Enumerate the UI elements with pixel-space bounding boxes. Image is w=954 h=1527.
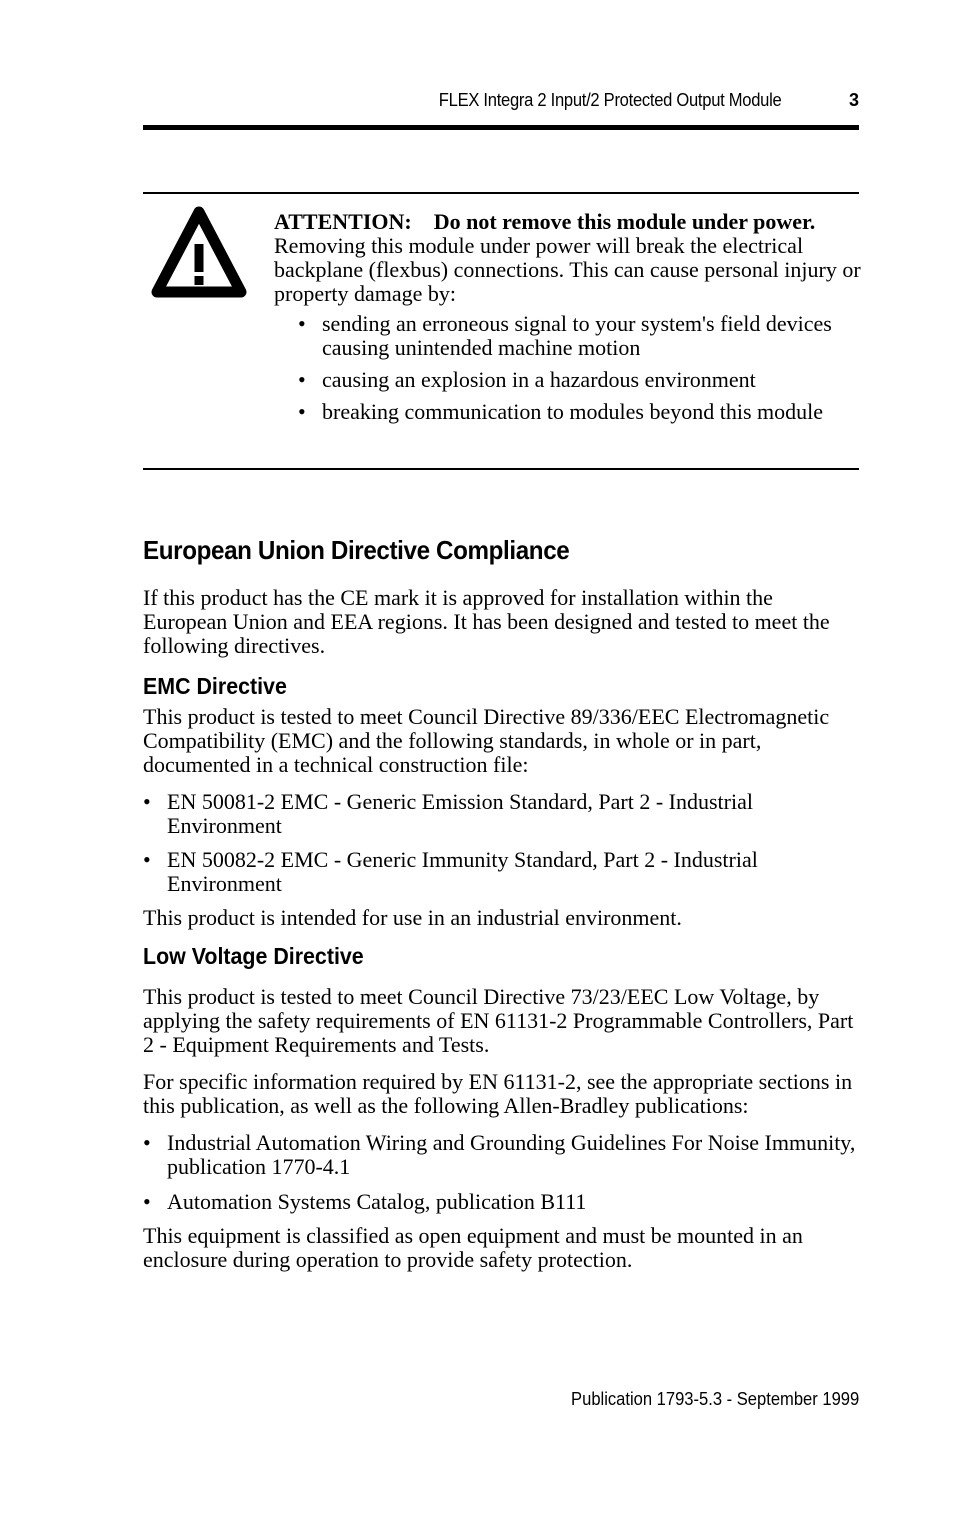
list-item: • Industrial Automation Wiring and Grounding Guidelines For Noise Immunity, publication 1770-4.1: [143, 1131, 859, 1179]
emc-heading: EMC Directive: [143, 673, 287, 699]
attention-label: ATTENTION:: [274, 209, 412, 234]
list-item: • breaking communication to modules beyond this module: [298, 400, 864, 424]
attention-body: Removing this module under power will break the electrical backplane (flexbus) connections. This can cause personal injury or property damage by:: [274, 233, 861, 306]
attention-list: [274, 312, 864, 424]
page-number: 3: [848, 90, 859, 110]
attention-lead: Do not remove this module under power.: [433, 209, 816, 234]
emc-closing: This product is intended for use in an industrial environment.: [143, 905, 682, 930]
list-item: • causing an explosion in a hazardous environment: [298, 368, 864, 392]
lvd-list: [143, 1131, 859, 1214]
list-item: • EN 50082-2 EMC - Generic Immunity Standard, Part 2 - Industrial Environment: [143, 848, 859, 896]
warning-triangle-icon: [151, 206, 247, 304]
list-item: • EN 50081-2 EMC - Generic Emission Standard, Part 2 - Industrial Environment: [143, 790, 859, 838]
attention-box: [143, 192, 859, 470]
section-eu-compliance: [143, 532, 859, 1272]
running-header: [143, 90, 859, 114]
attention-text: [274, 210, 864, 432]
lvd-closing: This equipment is classified as open equipment and must be mounted in an enclosure during operation to provide safety protection.: [143, 1223, 803, 1272]
emc-paragraph: This product is tested to meet Council Directive 89/336/EEC Electromagnetic Compatibility (EMC) and the following standards, in whole or in part, documented in a technical construction file:: [143, 704, 830, 777]
publication-footer: Publication 1793-5.3 - September 1999: [570, 1389, 859, 1409]
emc-list: [143, 790, 859, 896]
section-title: European Union Directive Compliance: [143, 535, 570, 565]
header-title: FLEX Integra 2 Input/2 Protected Output Module: [438, 90, 781, 110]
lvd-heading: Low Voltage Directive: [143, 943, 364, 969]
lvd-paragraph-2: For specific information required by EN 61131-2, see the appropriate sections in this publication, as well as the following Allen-Bradley publications:: [143, 1069, 853, 1118]
intro-paragraph: If this product has the CE mark it is approved for installation within the European Union and EEA regions. It has been designed and tested to meet the following directives.: [143, 585, 830, 658]
list-item: • sending an erroneous signal to your system's field devices causing unintended machine motion: [298, 312, 864, 360]
header-rule: [143, 125, 859, 130]
lvd-paragraph-1: This product is tested to meet Council Directive 73/23/EEC Low Voltage, by applying the safety requirements of EN 61131-2 Programmable Controllers, Part 2 - Equipment Requirements and Tests.: [143, 984, 854, 1057]
list-item: • Automation Systems Catalog, publication B111: [143, 1190, 859, 1214]
